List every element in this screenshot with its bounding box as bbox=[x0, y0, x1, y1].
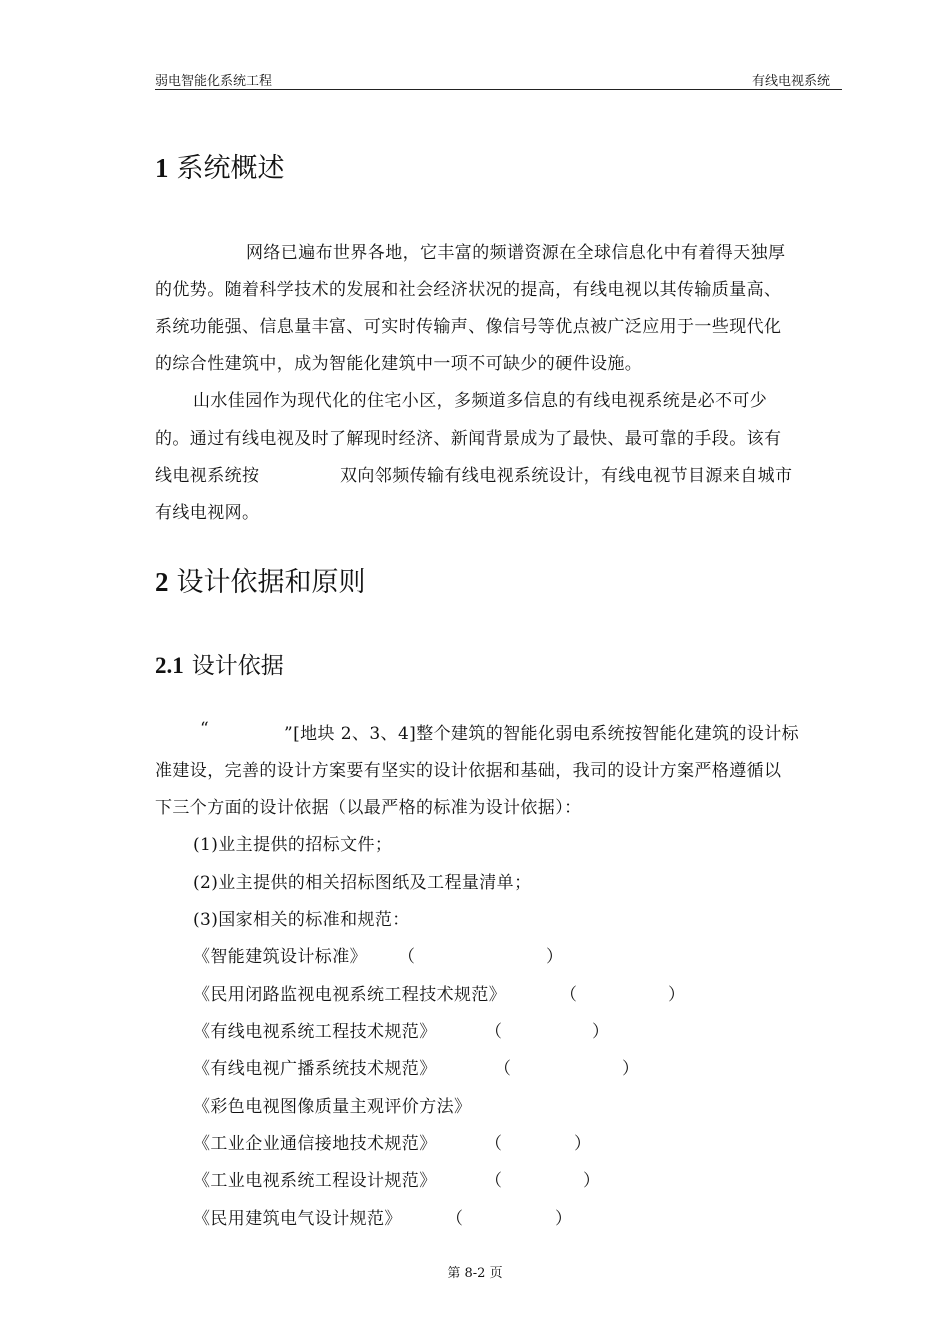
standard-code-open: （ bbox=[485, 1171, 503, 1191]
header-project-title: 弱电智能化系统工程 bbox=[155, 74, 273, 89]
heading-number: 1 bbox=[155, 153, 169, 183]
paragraph-line: 网络已遍布世界各地，它丰富的频谱资源在全球信息化中有着得天独厚 bbox=[246, 243, 786, 263]
paragraph-line: 双向邻频传输有线电视系统设计，有线电视节目源来自城市 bbox=[340, 466, 793, 486]
standard-name: 《彩色电视图像质量主观评价方法》 bbox=[193, 1097, 472, 1117]
heading-number: 2.1 bbox=[155, 653, 184, 678]
standard-code-close: ） bbox=[583, 1171, 601, 1191]
standard-code-close: ） bbox=[668, 985, 686, 1005]
list-item: (1)业主提供的招标文件； bbox=[193, 835, 393, 855]
page-header bbox=[155, 70, 842, 90]
paragraph-line: 系统功能强、信息量丰富、可实时传输声、像信号等优点被广泛应用于一些现代化 bbox=[155, 317, 782, 337]
paragraph-line: 山水佳园作为现代化的住宅小区，多频道多信息的有线电视系统是必不可少 bbox=[193, 391, 768, 411]
standard-code-open: （ bbox=[485, 1134, 503, 1154]
paragraph-line: ”[地块 2、3、4]整个建筑的智能化弱电系统按智能化建筑的设计标 bbox=[284, 724, 800, 744]
standard-code-open: （ bbox=[494, 1059, 512, 1079]
list-item: (3)国家相关的标准和规范： bbox=[193, 910, 410, 930]
header-divider bbox=[155, 89, 842, 90]
standard-code-close: ） bbox=[574, 1134, 592, 1154]
paragraph-line: 的。通过有线电视及时了解现时经济、新闻背景成为了最快、最可靠的手段。该有 bbox=[155, 429, 782, 449]
standard-code-open: （ bbox=[485, 1022, 503, 1042]
standard-code-open: （ bbox=[398, 947, 416, 967]
paragraph-line: 准建设，完善的设计方案要有坚实的设计依据和基础，我司的设计方案严格遵循以 bbox=[155, 761, 782, 781]
standard-name: 《工业企业通信接地技术规范》 bbox=[193, 1134, 437, 1154]
heading-section-2 bbox=[155, 560, 366, 599]
standard-name: 《民用建筑电气设计规范》 bbox=[193, 1209, 402, 1229]
standard-name: 《智能建筑设计标准》 bbox=[193, 947, 367, 967]
paragraph-line: “ bbox=[200, 719, 210, 739]
heading-section-2-1 bbox=[155, 647, 284, 680]
standard-name: 《工业电视系统工程设计规范》 bbox=[193, 1171, 437, 1191]
standard-code-open: （ bbox=[446, 1209, 464, 1229]
heading-number: 2 bbox=[155, 567, 169, 597]
standard-code-open: （ bbox=[560, 985, 578, 1005]
page-number: 第 8-2 页 bbox=[447, 1266, 503, 1281]
standard-code-close: ） bbox=[555, 1209, 573, 1229]
header-section-title: 有线电视系统 bbox=[751, 74, 830, 89]
standard-name: 《有线电视系统工程技术规范》 bbox=[193, 1022, 437, 1042]
heading-section-1 bbox=[155, 146, 285, 185]
paragraph-line: 线电视系统按 bbox=[155, 466, 260, 486]
standard-code-close: ） bbox=[592, 1022, 610, 1042]
heading-text: 设计依据和原则 bbox=[176, 567, 366, 598]
standard-name: 《有线电视广播系统技术规范》 bbox=[193, 1059, 437, 1079]
list-item: (2)业主提供的相关招标图纸及工程量清单； bbox=[193, 873, 532, 893]
standard-name: 《民用闭路监视电视系统工程技术规范》 bbox=[193, 985, 507, 1005]
heading-text: 设计依据 bbox=[191, 653, 284, 679]
paragraph-line: 下三个方面的设计依据（以最严格的标准为设计依据）： bbox=[155, 798, 582, 818]
standard-code-close: ） bbox=[622, 1059, 640, 1079]
paragraph-line: 的优势。随着科学技术的发展和社会经济状况的提高，有线电视以其传输质量高、 bbox=[155, 280, 782, 300]
paragraph-line: 的综合性建筑中，成为智能化建筑中一项不可缺少的硬件设施。 bbox=[155, 354, 643, 374]
paragraph-line: 有线电视网。 bbox=[155, 503, 260, 523]
standard-code-close: ） bbox=[546, 947, 564, 967]
heading-text: 系统概述 bbox=[176, 153, 285, 184]
